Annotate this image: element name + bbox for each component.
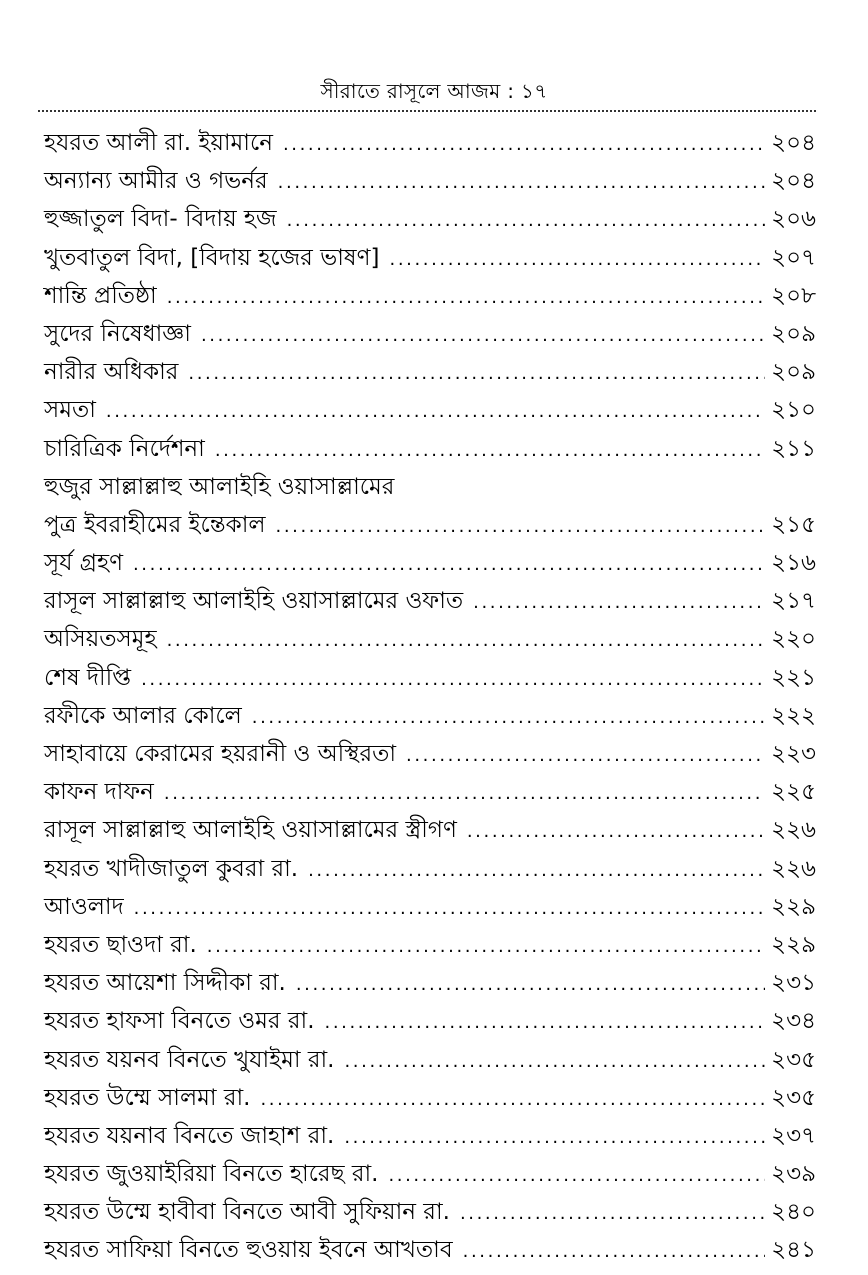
toc-entry-page-number: ২১৬ [771,550,816,577]
toc-entry-page-number: ২২০ [771,626,816,653]
toc-entry-page-number: ২৩৫ [771,1046,816,1073]
toc-entry-title: হযরত যয়নাব বিনতে জাহাশ রা. [44,1122,335,1149]
toc-entry [44,430,816,468]
toc-dot-leader [207,928,765,966]
toc-entry-title: হযরত উম্মে সালমা রা. [44,1084,251,1111]
toc-entry-title: হযরত আলী রা. ইয়ামানে [44,130,273,156]
toc-entry [44,315,816,353]
toc-entry-page-number: ২৩৪ [771,1008,816,1035]
toc-dot-leader [188,355,765,393]
toc-entry-page-number: ২২৯ [771,893,816,920]
toc-entry-page-number: ২০৪ [771,130,816,156]
toc-entry [44,926,816,964]
toc-dot-leader [463,1233,766,1271]
toc-entry-title: নারীর অধিকার [44,359,179,386]
toc-entry-title: চারিত্রিক নির্দেশনা [44,435,205,462]
toc-entry [44,850,816,888]
toc-dot-leader [278,164,765,202]
toc-entry-page-number: ২২৬ [771,855,816,882]
toc-dot-leader [276,508,766,546]
toc-entry-page-number: ২৩১ [771,970,816,997]
toc-dot-leader [106,393,765,431]
toc-entry [44,888,816,926]
toc-entry-page-number: ২১৭ [771,588,816,615]
toc-entry-page-number: ২৪১ [771,1237,816,1264]
toc-entry-title: হযরত যয়নব বিনতে খুযাইমা রা. [44,1046,335,1073]
toc-entry-title: রফীকে আলার কোলে [44,702,242,729]
toc-entry-title: সাহাবায়ে কেরামের হয়রানী ও অস্থিরতা [44,741,397,767]
toc-dot-leader [167,279,765,317]
toc-entry [44,506,816,544]
toc-entry-title: আওলাদ [44,893,124,920]
toc-entry-title: সূর্য গ্রহণ [44,550,123,577]
toc-entry-title: রাসূল সাল্লাল্লাহু আলাইহি ওয়াসাল্লামের ওফাত [44,588,464,615]
toc-entry-title: হযরত হাফসা বিনতে ওমর রা. [44,1008,315,1035]
toc-entry [44,620,816,658]
toc-entry [44,582,816,620]
toc-entry-page-number: ২৩৫ [771,1084,816,1111]
toc-dot-leader [167,622,766,660]
toc-entry [44,964,816,1002]
toc-entry-page-number: ২০৮ [771,282,816,309]
toc-entry-page-number: ২১১ [771,435,816,462]
toc-dot-leader [473,584,765,622]
toc-entry [44,659,816,697]
toc-dot-leader [287,202,766,240]
toc-entry-title: হযরত জুওয়াইরিয়া বিনতে হারেছ রা. [44,1161,379,1188]
toc-dot-leader [325,1004,766,1042]
toc-entry-title: রাসূল সাল্লাল্লাহু আলাইহি ওয়াসাল্লামের স্ত্রীগণ [44,817,457,844]
toc-entry-page-number: ২২২ [771,702,816,729]
toc-entry-title: হযরত ছাওদা রা. [44,931,197,958]
toc-entry-page-number: ২৪০ [771,1199,816,1226]
toc-dot-leader [260,1081,765,1119]
toc-entry [44,811,816,849]
toc-entry-page-number: ২১৫ [771,511,816,538]
toc-entry [44,1002,816,1040]
toc-dot-leader [296,966,765,1004]
toc-entry-page-number: ২২৩ [771,741,816,767]
table-of-contents [44,124,816,1270]
toc-dot-leader [460,1195,765,1233]
toc-entry [44,1155,816,1193]
toc-entry-page-number: ২০৭ [771,244,816,271]
toc-entry-page-number: ২২৬ [771,817,816,844]
toc-entry-page-number: ২০৯ [771,320,816,347]
toc-dot-leader [406,737,765,775]
toc-dot-leader [308,852,765,890]
toc-entry [44,1041,816,1079]
toc-entry-title: হযরত উম্মে হাবীবা বিনতে আবী সুফিয়ান রা. [44,1199,450,1226]
toc-entry-title: কাফন দাফন [44,779,154,806]
toc-dot-leader [252,699,765,737]
toc-dot-leader [201,317,765,355]
toc-entry [44,391,816,429]
toc-entry-page-number: ২০৯ [771,359,816,386]
toc-dot-leader [467,813,765,851]
toc-entry-title: হযরত সাফিয়া বিনতে হুওয়ায় ইবনে আখতাব [44,1237,453,1264]
toc-entry [44,239,816,277]
toc-entry-title: অসিয়তসমূহ [44,626,157,653]
toc-entry-title: খুতবাতুল বিদা, [বিদায় হজের ভাষণ] [44,244,380,271]
toc-entry-title: হুজ্জাতুল বিদা- বিদায় হজ [44,206,277,233]
toc-entry-page-number: ২১০ [771,397,816,424]
toc-entry-page-number: ২২৯ [771,931,816,958]
toc-entry-title: পুত্র ইবরাহীমের ইন্তেকাল [44,511,266,538]
toc-entry-page-number: ২০৪ [771,168,816,195]
toc-entry [44,735,816,773]
header-dotted-rule [38,110,816,112]
running-header: সীরাতে রাসূলে আজম : ১৭ [320,79,548,103]
toc-entry [44,773,816,811]
toc-entry-title: সমতা [44,397,96,424]
toc-dot-leader [133,546,765,584]
toc-dot-leader [344,1119,765,1157]
toc-dot-leader [134,890,766,928]
toc-entry [44,200,816,238]
toc-dot-leader [344,1043,765,1081]
toc-dot-leader [141,661,765,699]
toc-entry-page-number: ২২১ [771,664,816,691]
toc-entry [44,1193,816,1231]
toc-dot-leader [283,126,765,164]
toc-entry [44,162,816,200]
toc-entry [44,468,816,506]
toc-entry [44,277,816,315]
toc-entry-page-number: ২২৫ [771,779,816,806]
toc-dot-leader [388,1157,765,1195]
toc-dot-leader [215,432,765,470]
toc-dot-leader [390,241,766,279]
toc-entry-title: হযরত আয়েশা সিদ্দীকা রা. [44,970,286,997]
toc-entry-page-number: ২৩৭ [771,1122,816,1149]
toc-entry [44,697,816,735]
toc-entry-title: হুজুর সাল্লাল্লাহু আলাইহি ওয়াসাল্লামের [44,473,395,500]
toc-dot-leader [164,775,765,813]
toc-entry [44,124,816,162]
toc-entry [44,1117,816,1155]
toc-entry-title: শেষ দীপ্তি [44,664,132,691]
toc-entry [44,544,816,582]
toc-entry [44,1231,816,1269]
toc-entry [44,1079,816,1117]
toc-entry [44,353,816,391]
toc-entry-title: সুদের নিষেধাজ্ঞা [44,320,191,347]
toc-entry-title: অন্যান্য আমীর ও গভর্নর [44,168,268,195]
toc-entry-page-number: ২৩৯ [771,1161,816,1188]
toc-entry-page-number: ২০৬ [771,206,816,233]
toc-entry-title: শান্তি প্রতিষ্ঠা [44,282,157,309]
toc-entry-title: হযরত খাদীজাতুল কুবরা রা. [44,855,299,882]
